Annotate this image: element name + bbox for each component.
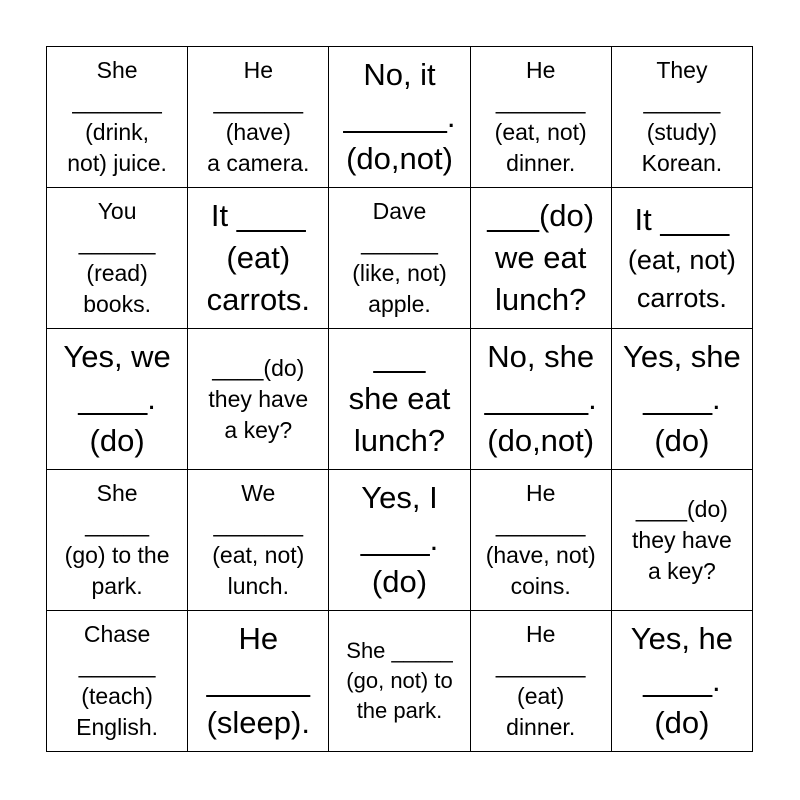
cell-text-line: (go) to the	[64, 542, 170, 568]
cell-text-line: ______.	[343, 99, 456, 134]
cell-text-line: (have)	[225, 119, 291, 145]
bingo-cell[interactable]	[612, 470, 753, 611]
cell-text-line: dinner.	[506, 150, 576, 176]
bingo-cell[interactable]	[47, 470, 188, 611]
cell-text-line: the park.	[356, 698, 443, 723]
cell-text-line: (like, not)	[352, 260, 447, 286]
cell-text-line: (do,not)	[346, 141, 453, 176]
bingo-cell[interactable]	[329, 611, 470, 752]
cell-text-line: (teach)	[81, 683, 153, 709]
cell-text-line: ___(do)	[487, 198, 595, 233]
bingo-cell[interactable]	[471, 329, 612, 470]
cell-text-line: (go, not) to	[346, 668, 453, 693]
bingo-cell[interactable]	[612, 611, 753, 752]
cell-text-line: She	[96, 57, 138, 83]
cell-text-line: Yes, he	[630, 621, 734, 656]
bingo-cell[interactable]	[471, 611, 612, 752]
cell-text-line: Korean.	[641, 150, 723, 176]
cell-text-line: (read)	[86, 260, 148, 286]
cell-text-line: we eat	[495, 240, 587, 275]
cell-text-line: No, it	[363, 57, 436, 92]
cell-text-line: ______	[78, 652, 156, 678]
cell-text-line: (eat)	[517, 683, 565, 709]
cell-text-line: ______	[643, 88, 721, 114]
bingo-cell[interactable]	[612, 188, 753, 329]
cell-text-line: they have	[632, 526, 732, 553]
cell-text-line: ______.	[484, 381, 597, 416]
cell-text-line: He	[525, 480, 556, 506]
cell-text-line: It ____	[634, 202, 730, 237]
cell-text-line: They	[656, 57, 708, 83]
cell-text-line: He	[525, 621, 556, 647]
cell-text-line: (sleep).	[206, 705, 310, 740]
cell-text-line: (do)	[89, 423, 145, 458]
cell-text-line: Chase	[83, 621, 151, 647]
cell-text-line: (eat, not)	[212, 542, 305, 568]
cell-text-line: He	[243, 57, 273, 83]
cell-text-line: (have, not)	[485, 542, 596, 568]
bingo-cell[interactable]	[47, 188, 188, 329]
cell-text-line: ____(do)	[212, 354, 305, 381]
cell-text-line: No, she	[487, 339, 595, 374]
cell-text-line: Yes, she	[623, 339, 741, 374]
cell-text-line: _______	[213, 88, 304, 114]
cell-text-line: English.	[76, 714, 158, 740]
cell-text-line: (do,not)	[487, 423, 595, 458]
cell-text-line: apple.	[368, 291, 431, 317]
bingo-cell[interactable]	[612, 329, 753, 470]
bingo-cell[interactable]	[188, 329, 329, 470]
cell-text-line: It ____	[210, 198, 306, 233]
cell-text-line: they have	[208, 385, 309, 412]
bingo-cell[interactable]	[612, 47, 753, 188]
cell-text-line: ____.	[643, 663, 721, 698]
cell-text-line: ______	[361, 229, 438, 255]
bingo-cell[interactable]	[471, 188, 612, 329]
cell-text-line: dinner.	[506, 714, 576, 740]
cell-text-line: _______	[495, 88, 586, 114]
cell-text-line: books.	[83, 291, 151, 317]
cell-text-line: a key?	[224, 416, 293, 443]
cell-text-line: You	[97, 198, 137, 224]
bingo-cell[interactable]	[188, 188, 329, 329]
cell-text-line: park.	[91, 573, 143, 599]
cell-text-line: (do)	[371, 564, 428, 599]
cell-text-line: lunch?	[353, 423, 446, 458]
cell-text-line: not) juice.	[67, 150, 167, 176]
cell-text-line: (eat)	[226, 240, 291, 275]
cell-text-line: He	[525, 57, 556, 83]
cell-text-line: _______	[213, 511, 304, 537]
cell-text-line: We	[241, 480, 276, 506]
bingo-cell[interactable]	[47, 329, 188, 470]
bingo-cell[interactable]	[47, 611, 188, 752]
bingo-cell[interactable]	[47, 47, 188, 188]
cell-text-line: coins.	[510, 573, 571, 599]
cell-text-line: a key?	[648, 557, 716, 584]
bingo-cell[interactable]	[471, 470, 612, 611]
cell-text-line: She _____	[346, 638, 453, 663]
bingo-board	[46, 46, 753, 752]
cell-text-line: ____(do)	[635, 495, 728, 522]
bingo-cell[interactable]	[471, 47, 612, 188]
bingo-cell[interactable]	[329, 329, 470, 470]
cell-text-line: ______	[78, 229, 156, 255]
cell-text-line: ______	[206, 663, 311, 698]
bingo-cell[interactable]	[329, 188, 470, 329]
cell-text-line: carrots.	[636, 283, 727, 313]
cell-text-line: (do)	[654, 423, 710, 458]
cell-text-line: she eat	[348, 381, 451, 416]
cell-text-line: He	[238, 621, 279, 656]
cell-text-line: (eat, not)	[494, 119, 587, 145]
cell-text-line: lunch.	[227, 573, 289, 599]
cell-text-line: a camera.	[207, 150, 310, 176]
cell-text-line: Yes, we	[63, 339, 171, 374]
bingo-cell[interactable]	[188, 47, 329, 188]
cell-text-line: (eat, not)	[627, 245, 736, 275]
cell-text-line: ____.	[643, 381, 721, 416]
cell-text-line: Dave	[372, 198, 427, 224]
cell-text-line: ___	[373, 339, 426, 374]
cell-text-line: Yes, I	[361, 480, 438, 515]
cell-text-line: _______	[495, 652, 586, 678]
cell-text-line: ____.	[360, 522, 439, 557]
cell-text-line: carrots.	[206, 282, 310, 317]
cell-text-line: _______	[72, 88, 162, 114]
bingo-cell[interactable]	[329, 470, 470, 611]
cell-text-line: lunch?	[495, 282, 587, 317]
cell-text-line: (drink,	[85, 119, 150, 145]
cell-text-line: (do)	[654, 705, 710, 740]
cell-text-line: _______	[495, 511, 586, 537]
cell-text-line: She	[96, 480, 138, 506]
cell-text-line: _____	[85, 511, 150, 537]
bingo-cell[interactable]	[188, 470, 329, 611]
cell-text-line: (study)	[646, 119, 718, 145]
bingo-cell[interactable]	[188, 611, 329, 752]
bingo-cell[interactable]	[329, 47, 470, 188]
cell-text-line: ____.	[78, 381, 156, 416]
